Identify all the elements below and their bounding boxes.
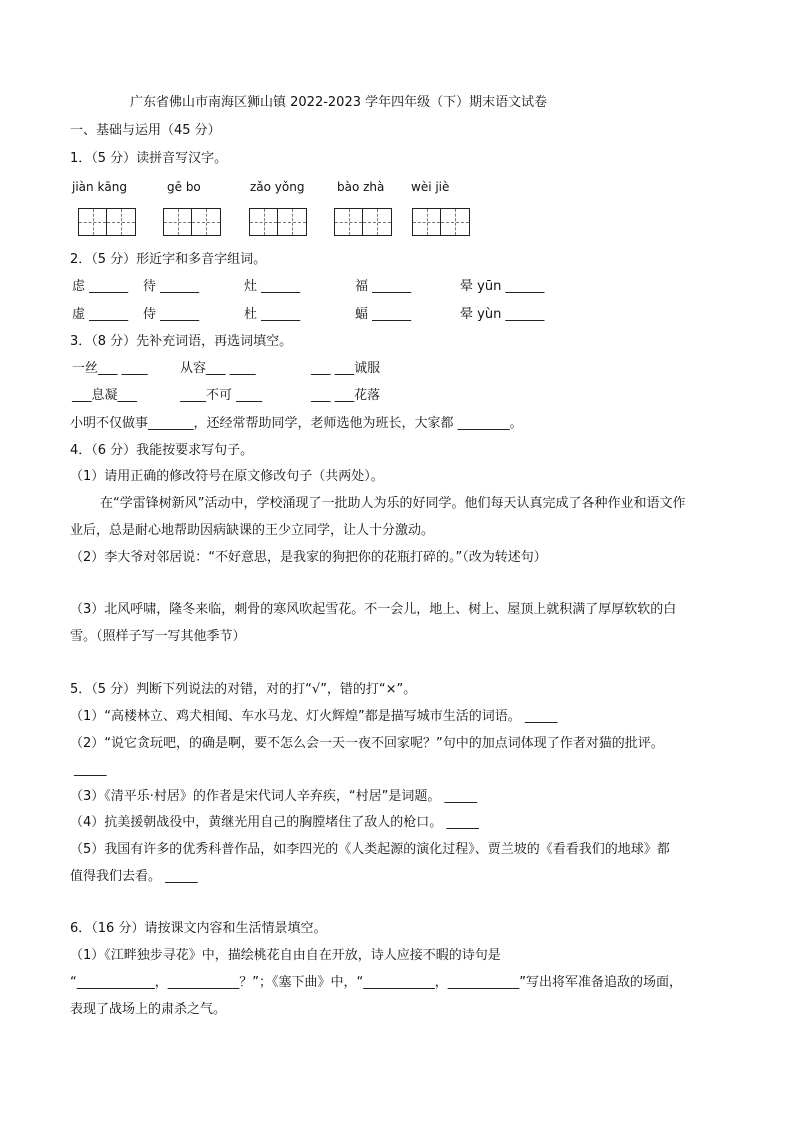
q3-sentence: 小明不仅做事_______，还经常帮助同学，老师选他为班长，大家都 ________。	[70, 416, 523, 431]
question-1-stem: 1．（5 分）读拼音写汉字。	[70, 151, 228, 166]
pinyin-3: zǎo yǒng	[250, 180, 305, 194]
writing-grid-1[interactable]	[78, 208, 136, 236]
q3-idiom: ____不可 ____	[180, 388, 263, 403]
q6-part-1: “____________，___________？”；《塞下曲》中，“___________，___________”写出将军准备追敌的场面，	[70, 975, 682, 990]
q2-item: 蝠 ______	[355, 307, 412, 322]
q2-item: 灶 ______	[244, 279, 301, 294]
q5-item: （3）《清平乐·村居》的作者是宋代词人辛弃疾，“村居”是词题。 _____	[70, 789, 478, 804]
q4-part-2: （2）李大爷对邻居说：“不好意思，是我家的狗把你的花瓶打碎的。”（改为转述句）	[70, 550, 547, 565]
q4-part-3: 雪。（照样子写一写其他季节）	[70, 629, 246, 644]
q3-idiom: ___息凝___	[72, 388, 138, 403]
q2-item: 侍 ______	[143, 307, 200, 322]
q3-idiom: 从容___ ____	[180, 361, 256, 376]
writing-grid-5[interactable]	[412, 208, 470, 236]
q6-part-1: （1）《江畔独步寻花》中，描绘桃花自由自在开放，诗人应接不暇的诗句是	[70, 948, 501, 963]
q2-item: 福 ______	[355, 279, 412, 294]
q4-passage: 业后，总是耐心地帮助因病缺课的王少立同学，让人十分激动。	[70, 523, 435, 538]
q5-item: （4）抗美援朝战役中，黄继光用自己的胸膛堵住了敌人的枪口。 _____	[70, 815, 479, 830]
q4-passage: 在“学雷锋树新风”活动中，学校涌现了一批助人为乐的好同学。他们每天认真完成了各种作业和语文作	[100, 496, 686, 511]
q3-idiom: ___ ___诚服	[311, 361, 381, 376]
writing-grid-2[interactable]	[163, 208, 221, 236]
q5-item: （2）“说它贪玩吧，的确是啊，要不怎么会一天一夜不回家呢？”句中的加点词体现了作者对猫的批评。	[70, 736, 664, 751]
question-2-stem: 2．（5 分）形近字和多音字组词。	[70, 252, 267, 267]
q2-item: 虚 ______	[72, 307, 129, 322]
writing-grid-4[interactable]	[334, 208, 392, 236]
answer-blank[interactable]: _____	[74, 762, 107, 777]
q5-item: （1）“高楼林立、鸡犬相闻、车水马龙、灯火辉煌”都是描写城市生活的词语。 _____	[70, 709, 558, 724]
question-4-stem: 4．（6 分）我能按要求写句子。	[70, 443, 254, 458]
q2-item: 晕 yùn ______	[460, 307, 545, 322]
question-6-stem: 6．（16 分）请按课文内容和生活情景填空。	[70, 921, 327, 936]
pinyin-5: wèi jiè	[411, 180, 450, 194]
pinyin-1: jiàn kāng	[72, 180, 127, 194]
q2-item: 杜 ______	[244, 307, 301, 322]
question-3-stem: 3．（8 分）先补充词语，再选词填空。	[70, 334, 293, 349]
question-5-stem: 5．（5 分）判断下列说法的对错，对的打“√”，错的打“×”。	[70, 682, 417, 697]
pinyin-2: gē bo	[167, 180, 201, 194]
q6-part-1: 表现了战场上的肃杀之气。	[70, 1002, 227, 1017]
q3-idiom: 一丝___ ____	[72, 361, 148, 376]
q4-part-1: （1）请用正确的修改符号在原文修改句子（共两处）。	[70, 469, 384, 484]
page-title: 广东省佛山市南海区狮山镇 2022-2023 学年四年级（下）期末语文试卷	[130, 95, 548, 110]
q2-item: 虑 ______	[72, 279, 129, 294]
q5-item: 值得我们去看。 _____	[70, 869, 198, 884]
writing-grid-3[interactable]	[249, 208, 307, 236]
pinyin-4: bào zhà	[337, 180, 385, 194]
q5-item: （5）我国有许多的优秀科普作品，如李四光的《人类起源的演化过程》、贾兰坡的《看看我们的地球》都	[70, 842, 670, 857]
q4-part-3: （3）北风呼啸，隆冬来临，刺骨的寒风吹起雪花。不一会儿，地上、树上、屋顶上就积满了厚厚软软的白	[70, 602, 677, 617]
q2-item: 待 ______	[143, 279, 200, 294]
section-heading: 一、基础与运用（45 分）	[70, 123, 221, 138]
q3-idiom: ___ ___花落	[311, 388, 381, 403]
q2-item: 晕 yūn ______	[460, 279, 545, 294]
